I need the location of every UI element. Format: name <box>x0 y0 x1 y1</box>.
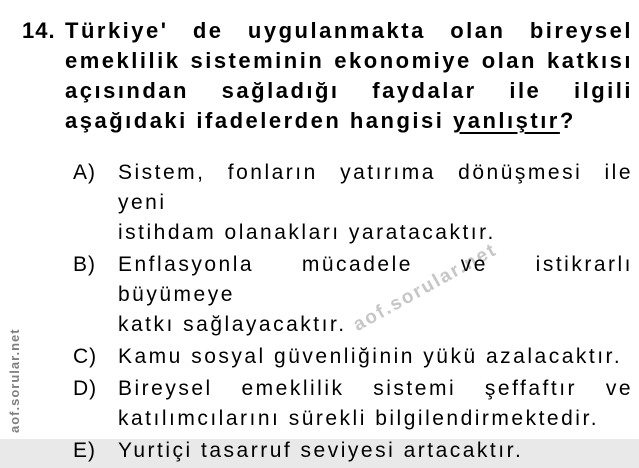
option-d <box>73 374 633 434</box>
option-line: Bireysel emeklilik sistemi şeffaftır ve <box>118 377 633 400</box>
question-line-last <box>65 106 633 136</box>
option-a <box>73 158 633 248</box>
option-line: Sistem, fonların yatırıma dönüşmesi ile yeni <box>118 161 633 214</box>
option-a-text <box>118 158 633 248</box>
option-e-text <box>118 436 633 466</box>
question-text <box>65 16 633 136</box>
option-b-label: B) <box>73 253 96 276</box>
option-line: Kamu sosyal güvenliğinin yükü azalacaktır. <box>118 345 623 368</box>
option-c-text <box>118 342 633 372</box>
question-number: 14. <box>22 18 56 43</box>
left-vertical-watermark: aof.sorular.net <box>7 328 22 433</box>
option-line: katılımcılarını sürekli bilgilendirmektedir. <box>118 407 600 430</box>
option-d-text <box>118 374 633 434</box>
underlined-keyword: yanlıştır <box>453 108 560 133</box>
option-line: Yurtiçi tasarruf seviyesi artacaktır. <box>118 439 524 462</box>
option-c <box>73 342 633 372</box>
option-b-text <box>118 250 633 340</box>
question-line: emeklilik sisteminin ekonomiye olan katkısı <box>65 48 633 73</box>
options-list <box>73 158 633 468</box>
option-c-label: C) <box>73 345 98 368</box>
option-line: katkı sağlayacaktır. <box>118 313 347 336</box>
option-line: istihdam olanakları yaratacaktır. <box>118 221 496 244</box>
question-line: Türkiye' de uygulanmakta olan bireysel <box>65 18 633 43</box>
option-e <box>73 436 633 466</box>
option-line: Enflasyonla mücadele ve istikrarlı büyümeye <box>118 253 633 306</box>
option-a-label: A) <box>73 161 96 184</box>
diagonal-watermark: aof.sorular.net <box>349 239 501 336</box>
option-e-label: E) <box>73 439 96 462</box>
question-mark: ? <box>559 108 576 133</box>
option-b <box>73 250 633 340</box>
question-block <box>22 16 633 136</box>
question-line: açısından sağladığı faydalar ile ilgili <box>65 78 633 103</box>
question-last-line-prefix: aşağıdaki ifadelerden hangisi <box>65 108 453 133</box>
option-d-label: D) <box>73 377 98 400</box>
